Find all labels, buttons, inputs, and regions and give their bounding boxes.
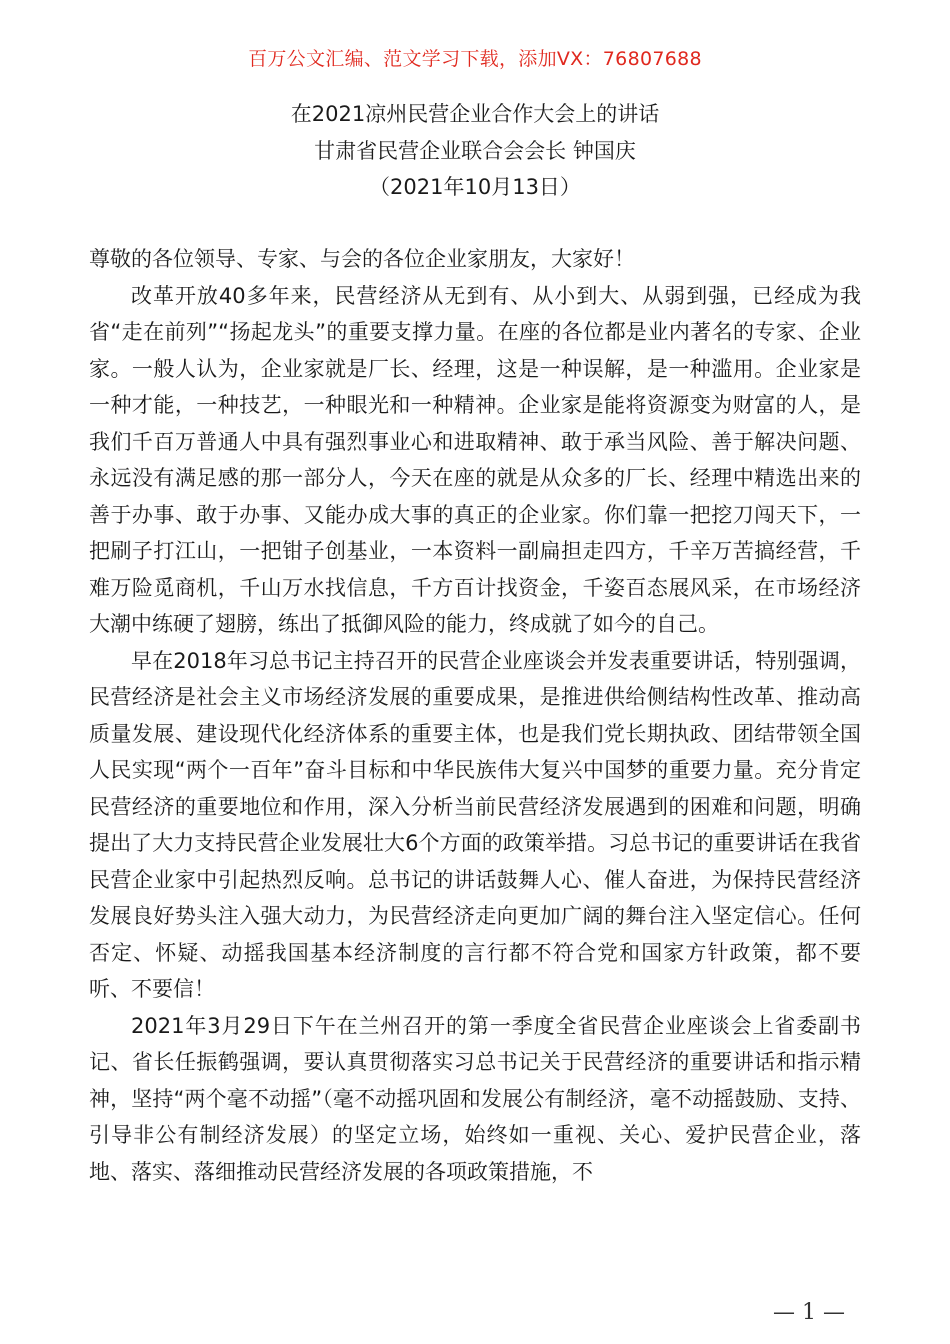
speaker-line: 甘肃省民营企业联合会会长 钟国庆 [314, 139, 636, 163]
body-paragraph: 2021年3月29日下午在兰州召开的第一季度全省民营企业座谈会上省委副书记、省长任振鹤强调，要认真贯彻落实习总书记关于民营经济的重要讲话和指示精神，坚持“两个毫不动摇”（毫不动摇巩固和发展公有制经济，毫不动摇鼓励、支持、引导非公有制经济发展）的坚定立场，始终如一重视、关心、爱护民营企业，落地、落实、落细推动民营经济发展的各项政策措施，不 [89, 1013, 861, 1184]
greeting-paragraph: 尊敬的各位领导、专家、与会的各位企业家朋友，大家好！ [89, 247, 635, 271]
speech-date: （2021年10月13日） [369, 175, 581, 199]
promo-banner: 百万公文汇编、范文学习下载，添加VX：76807688 [248, 48, 702, 70]
body-paragraph: 早在2018年习总书记主持召开的民营企业座谈会并发表重要讲话，特别强调，民营经济是社会主义市场经济发展的重要成果，是推进供给侧结构性改革、推动高质量发展、建设现代化经济体系的重要主体，也是我们党长期执政、团结带领全国人民实现“两个一百年”奋斗目标和中华民族伟大复兴中国梦的重要力量。充分肯定民营经济的重要地位和作用，深入分析当前民营经济发展遇到的困难和问题，明确提出了大力支持民营企业发展壮大6个方面的政策举措。习总书记的重要讲话在我省民营企业家中引起热烈反响。总书记的讲话鼓舞人心、催人奋进，为保持民营经济发展良好势头注入强大动力，为民营经济走向更加广阔的舞台注入坚定信心。任何否定、怀疑、动摇我国基本经济制度的言行都不符合党和国家方针政策，都不要听、不要信！ [89, 648, 861, 1001]
speech-title: 在2021凉州民营企业合作大会上的讲话 [290, 102, 660, 126]
body-paragraph: 改革开放40多年来，民营经济从无到有、从小到大、从弱到强，已经成为我省“走在前列”“扬起龙头”的重要支撑力量。在座的各位都是业内著名的专家、企业家。一般人认为，企业家就是厂长、经理，这是一种误解，是一种滥用。企业家是一种才能，一种技艺，一种眼光和一种精神。企业家是能将资源变为财富的人，是我们千百万普通人中具有强烈事业心和进取精神、敢于承当风险、善于解决问题、永远没有满足感的那一部分人，今天在座的就是从众多的厂长、经理中精选出来的善于办事、敢于办事、又能办成大事的真正的企业家。你们靠一把挖刀闯天下，一把刷子打江山，一把钳子创基业，一本资料一副扁担走四方，千辛万苦搞经营，千难万险觅商机，千山万水找信息，千方百计找资金，千姿百态展风采，在市场经济大潮中练硬了翅膀，练出了抵御风险的能力，终成就了如今的自己。 [89, 283, 861, 636]
page-number: — 1 — [773, 1300, 845, 1325]
speech-body [89, 241, 861, 1190]
